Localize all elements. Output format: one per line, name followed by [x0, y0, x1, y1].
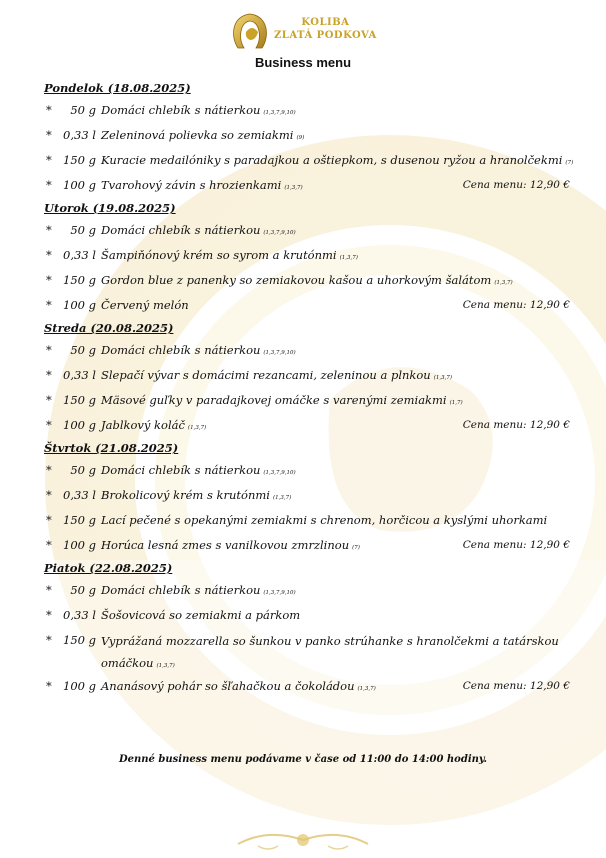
item-dish: [101, 533, 360, 561]
allergen-codes: (1,3,7,9,10): [263, 350, 296, 356]
item-dish: [101, 603, 300, 628]
footer-ornament: [228, 826, 378, 854]
bullet-star: *: [46, 153, 52, 167]
dish-name: Ananásový pohár so šľahačkou a čokoládou: [101, 679, 355, 693]
dish-name: Šampiňónový krém so syrom a krutónmi: [101, 248, 337, 262]
item-dish: [101, 363, 452, 391]
logo-line-1: KOLIBA: [301, 17, 350, 28]
dish-name: Šošovicová so zemiakmi a párkom: [101, 608, 301, 622]
item-dish: [101, 98, 296, 126]
allergen-codes: (1,3,7,9,10): [263, 590, 296, 596]
bullet-star: *: [46, 393, 52, 407]
item-dish: [101, 458, 296, 486]
day-heading: Pondelok (18.08.2025): [44, 81, 191, 95]
menu-price: Cena menu: 12,90 €: [462, 419, 570, 431]
logo-text: [274, 16, 377, 42]
item-quantity: 150 g: [63, 153, 96, 167]
item-dish: [101, 293, 189, 318]
menu-item: [44, 413, 584, 438]
bullet-star: *: [46, 343, 52, 357]
menu-item: [44, 388, 584, 413]
item-dish: [101, 243, 358, 271]
item-quantity: 100 g: [63, 298, 96, 312]
dish-name: Zeleninová polievka so zemiakmi: [101, 128, 294, 142]
bullet-star: *: [46, 273, 52, 287]
bullet-star: *: [46, 488, 52, 502]
item-quantity: 0,33 l: [63, 128, 96, 142]
item-quantity: 50 g: [70, 583, 96, 597]
item-quantity: 150 g: [63, 393, 96, 407]
bullet-star: *: [46, 103, 52, 117]
allergen-codes: (1,3,7): [272, 495, 292, 501]
bullet-star: *: [46, 633, 52, 647]
day-section: [44, 558, 584, 699]
menu-item: [44, 338, 584, 363]
item-dish: [101, 630, 571, 677]
item-dish: [101, 268, 513, 296]
menu-item: [44, 243, 584, 268]
dish-name: Jablkový koláč: [101, 418, 185, 432]
logo-line-2: ZLATÁ PODKOVA: [274, 30, 377, 41]
service-hours-note: Denné business menu podávame v čase od 11:00 do 14:00 hodiny.: [118, 754, 488, 765]
item-quantity: 0,33 l: [63, 488, 96, 502]
item-dish: [101, 508, 547, 533]
bullet-star: *: [46, 513, 52, 527]
menu-item: [44, 458, 584, 483]
dish-name: Gordon blue z panenky so zemiakovou kašou a uhorkovým šalátom: [101, 273, 492, 287]
allergen-codes: (9): [296, 135, 305, 141]
dish-name: Domáci chlebík s nátierkou: [101, 463, 261, 477]
day-section: [44, 318, 584, 438]
bullet-star: *: [46, 583, 52, 597]
bullet-star: *: [46, 608, 52, 622]
day-section: [44, 78, 584, 198]
item-dish: [101, 173, 303, 201]
bullet-star: *: [46, 418, 52, 432]
dish-name: Domáci chlebík s nátierkou: [101, 583, 261, 597]
page-title: Business menu: [254, 55, 352, 70]
item-dish: [101, 218, 296, 246]
menu-item: [44, 218, 584, 243]
day-heading: Utorok (19.08.2025): [44, 201, 176, 215]
dish-name: Domáci chlebík s nátierkou: [101, 223, 261, 237]
menu-item: [44, 578, 584, 603]
dish-name: Vyprážaná mozzarella so šunkou v panko strúhanke s hranolčekmi a tatárskou omáčkou: [101, 634, 559, 670]
allergen-codes: (1,3,7,9,10): [263, 230, 296, 236]
day-heading: Streda (20.08.2025): [44, 321, 174, 335]
menu-item: [44, 603, 584, 628]
menu-item: [44, 293, 584, 318]
item-quantity: 50 g: [70, 103, 96, 117]
bullet-star: *: [46, 538, 52, 552]
menu-price: Cena menu: 12,90 €: [462, 299, 570, 311]
dish-name: Slepačí vývar s domácimi rezancami, zeleninou a plnkou: [101, 368, 431, 382]
item-dish: [101, 123, 304, 151]
dish-name: Kuracie medailóniky s paradajkou a oštiepkom, s dusenou ryžou a hranolčekmi: [101, 153, 563, 167]
allergen-codes: (1,3,7): [357, 686, 376, 692]
dish-name: Brokolicový krém s krutónmi: [101, 488, 270, 502]
item-dish: [101, 148, 573, 176]
allergen-codes: (1,3,7): [339, 255, 358, 261]
item-quantity: 0,33 l: [63, 368, 96, 382]
item-dish: [101, 388, 463, 416]
horseshoe-logo-icon: [230, 8, 270, 54]
item-quantity: 150 g: [63, 273, 96, 287]
bullet-star: *: [46, 298, 52, 312]
bullet-star: *: [46, 368, 52, 382]
menu-item: [44, 674, 584, 699]
dish-name: Domáci chlebík s nátierkou: [101, 103, 261, 117]
menu-item: [44, 628, 584, 674]
dish-name: Červený melón: [101, 298, 189, 312]
allergen-codes: (1,7): [449, 400, 463, 406]
bullet-star: *: [46, 679, 52, 693]
bullet-star: *: [46, 248, 52, 262]
menu-price: Cena menu: 12,90 €: [462, 680, 570, 692]
menu-item: [44, 533, 584, 558]
menu-item: [44, 123, 584, 148]
menu-price: Cena menu: 12,90 €: [462, 539, 570, 551]
item-quantity: 50 g: [70, 223, 96, 237]
dish-name: Horúca lesná zmes s vanilkovou zmrzlinou: [101, 538, 350, 552]
menu-item: [44, 173, 584, 198]
item-quantity: 100 g: [63, 538, 96, 552]
item-quantity: 50 g: [70, 463, 96, 477]
menu-item: [44, 363, 584, 388]
dish-name: Lací pečené s opekanými zemiakmi s chrenom, horčicou a kyslými uhorkami: [101, 513, 548, 527]
dish-name: Mäsové guľky v paradajkovej omáčke s varenými zemiakmi: [101, 393, 447, 407]
item-dish: [101, 338, 296, 366]
item-dish: [101, 674, 376, 702]
allergen-codes: (1,3,7,9,10): [263, 110, 296, 116]
day-heading: Štvrtok (21.08.2025): [44, 441, 179, 455]
menu-item: [44, 98, 584, 123]
day-section: [44, 438, 584, 558]
dish-name: Domáci chlebík s nátierkou: [101, 343, 261, 357]
allergen-codes: (7): [352, 545, 360, 551]
allergen-codes: (7): [565, 160, 574, 166]
item-dish: [101, 483, 291, 511]
item-quantity: 100 g: [63, 679, 96, 693]
bullet-star: *: [46, 178, 52, 192]
item-quantity: 0,33 l: [63, 608, 96, 622]
bullet-star: *: [46, 128, 52, 142]
allergen-codes: (1,3,7): [494, 280, 513, 286]
menu-item: [44, 483, 584, 508]
logo: [230, 8, 390, 54]
bullet-star: *: [46, 223, 52, 237]
menu-item: [44, 268, 584, 293]
day-section: [44, 198, 584, 318]
menu-item: [44, 508, 584, 533]
item-quantity: 150 g: [63, 633, 96, 647]
menu-list: [44, 78, 584, 699]
menu-item: [44, 148, 584, 173]
item-dish: [101, 413, 206, 441]
allergen-codes: (1,3,7,9,10): [263, 470, 296, 476]
dish-name: Tvarohový závin s hrozienkami: [101, 178, 282, 192]
item-quantity: 100 g: [63, 178, 96, 192]
day-heading: Piatok (22.08.2025): [44, 561, 173, 575]
menu-price: Cena menu: 12,90 €: [462, 179, 570, 191]
bullet-star: *: [46, 463, 52, 477]
item-quantity: 150 g: [63, 513, 96, 527]
allergen-codes: (1,3,7): [433, 375, 453, 381]
allergen-codes: (1,3,7): [156, 663, 175, 669]
item-dish: [101, 578, 296, 606]
item-quantity: 0,33 l: [63, 248, 96, 262]
allergen-codes: (1,3,7): [187, 425, 207, 431]
item-quantity: 50 g: [70, 343, 96, 357]
item-quantity: 100 g: [63, 418, 96, 432]
allergen-codes: (1,3,7): [284, 185, 303, 191]
